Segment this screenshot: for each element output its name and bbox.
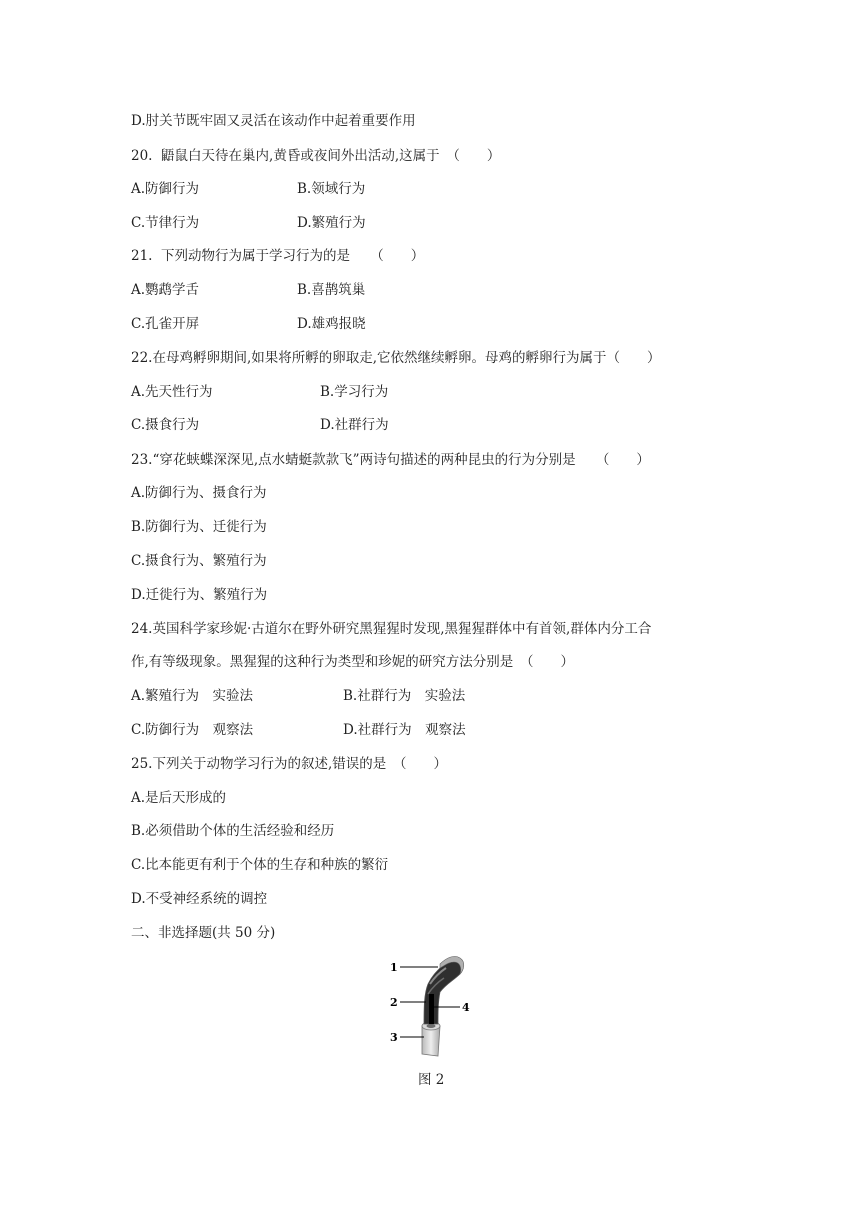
question-22: 22.在母鸡孵卵期间,如果将所孵的卵取走,它依然继续孵卵。母鸡的孵卵行为属于（ ） <box>131 350 661 366</box>
q21-option-b: B.喜鹊筑巢 <box>297 282 366 298</box>
q22-option-a: A.先天性行为 <box>131 384 213 400</box>
q25-option-b: B.必须借助个体的生活经验和经历 <box>131 823 335 839</box>
label-4: 4 <box>462 1001 470 1014</box>
q23-option-a: A.防御行为、摄食行为 <box>131 485 267 501</box>
q24-option-d: D.社群行为 观察法 <box>343 722 466 738</box>
section-heading: 二、非选择题(共 50 分) <box>131 925 276 941</box>
q23-option-c: C.摄食行为、繁殖行为 <box>131 553 267 569</box>
figure-caption: 图 2 <box>418 1072 445 1088</box>
question-24-line2: 作,有等级现象。黑猩猩的这种行为类型和珍妮的研究方法分别是 （ ） <box>131 654 575 670</box>
q20-option-a: A.防御行为 <box>131 181 200 197</box>
q25-option-c: C.比本能更有利于个体的生存和种族的繁衍 <box>131 857 389 873</box>
bone-shaft <box>422 1026 440 1056</box>
q25-option-d: D.不受神经系统的调控 <box>131 891 268 907</box>
label-2: 2 <box>390 996 398 1009</box>
question-21: 21. 下列动物行为属于学习行为的是 （ ） <box>131 248 425 264</box>
q22-option-d: D.社群行为 <box>320 417 389 433</box>
q21-option-d: D.雄鸡报晓 <box>297 316 366 332</box>
marrow-cavity <box>427 1024 436 1028</box>
question-24-line1: 24.英国科学家珍妮·古道尔在野外研究黑猩猩时发现,黑猩猩群体中有首领,群体内分工合 <box>131 621 652 637</box>
q21-option-c: C.孔雀开屏 <box>131 316 200 332</box>
q25-option-a: A.是后天形成的 <box>131 790 227 806</box>
q24-option-b: B.社群行为 实验法 <box>343 688 466 704</box>
question-20: 20. 鼯鼠白天待在巢内,黄昏或夜间外出活动,这属于 （ ） <box>131 148 501 164</box>
bone-diagram <box>380 950 490 1060</box>
q20-option-b: B.领域行为 <box>297 181 366 197</box>
q20-option-d: D.繁殖行为 <box>297 215 366 231</box>
question-23: 23.“穿花蛱蝶深深见,点水蜻蜓款款飞”两诗句描述的两种昆虫的行为分别是 （ ） <box>131 452 650 468</box>
q22-option-b: B.学习行为 <box>320 384 389 400</box>
label-1: 1 <box>390 961 398 974</box>
q23-option-d: D.迁徙行为、繁殖行为 <box>131 587 268 603</box>
q22-option-c: C.摄食行为 <box>131 417 200 433</box>
q20-option-c: C.节律行为 <box>131 215 200 231</box>
q23-option-b: B.防御行为、迁徙行为 <box>131 519 267 535</box>
q21-option-a: A.鹦鹉学舌 <box>131 282 200 298</box>
medullary-cavity <box>429 994 434 1024</box>
q24-option-a: A.繁殖行为 实验法 <box>131 688 254 704</box>
line-q19d: D.肘关节既牢固又灵活在该动作中起着重要作用 <box>131 113 416 129</box>
q24-option-c: C.防御行为 观察法 <box>131 722 254 738</box>
label-3: 3 <box>390 1031 398 1044</box>
question-25: 25.下列关于动物学习行为的叙述,错误的是 （ ） <box>131 756 448 772</box>
